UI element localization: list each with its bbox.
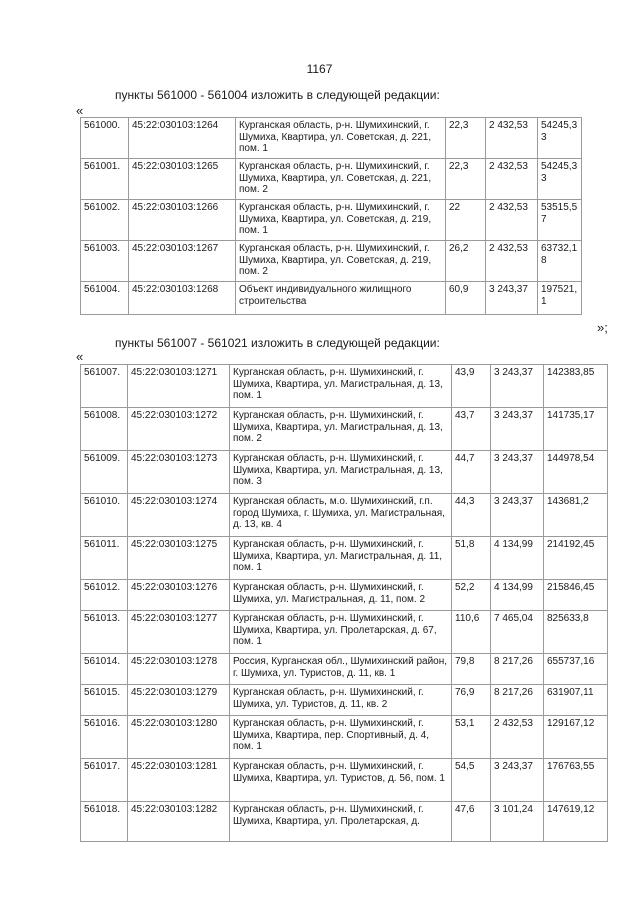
value-cell: 144978,54 [544,451,608,494]
cadastral-number-cell: 45:22:030103:1276 [128,580,230,611]
cadastral-number-cell: 45:22:030103:1275 [128,537,230,580]
rate-cell: 2 432,53 [486,118,538,159]
area-cell: 110,6 [452,611,491,654]
area-cell: 26,2 [446,241,486,282]
cadastral-number-cell: 45:22:030103:1281 [128,759,230,802]
rate-cell: 3 243,37 [486,282,538,315]
area-cell: 22,3 [446,118,486,159]
rate-cell: 3 101,24 [491,802,544,842]
address-cell: Курганская область, р-н. Шумихинский, г. Шумиха, Квартира, ул. Советская, д. 219, пом. 2 [236,241,446,282]
row-number-cell: 561017. [81,759,128,802]
value-cell: 53515,57 [538,200,582,241]
table-row [81,759,608,802]
table-row [81,282,582,315]
area-cell: 47,6 [452,802,491,842]
value-cell: 825633,8 [544,611,608,654]
row-number-cell: 561010. [81,494,128,537]
address-cell: Курганская область, р-н. Шумихинский, г. Шумиха, ул. Магистральная, д. 11, пом. 2 [230,580,452,611]
area-cell: 44,7 [452,451,491,494]
rate-cell: 3 243,37 [491,365,544,408]
address-cell: Курганская область, р-н. Шумихинский, г. Шумиха, Квартира, пер. Спортивный, д. 4, пом. 1 [230,716,452,759]
address-cell: Курганская область, р-н. Шумихинский, г. Шумиха, Квартира, ул. Туристов, д. 56, пом. 1 [230,759,452,802]
cadastral-number-cell: 45:22:030103:1265 [129,159,236,200]
section-1-open-quote: « [76,103,84,118]
table-row [81,580,608,611]
address-cell: Объект индивидуального жилищного строительства [236,282,446,315]
cadastral-number-cell: 45:22:030103:1268 [129,282,236,315]
table-row [81,451,608,494]
rate-cell: 2 432,53 [486,241,538,282]
address-cell: Курганская область, р-н. Шумихинский, г. Шумиха, Квартира, ул. Советская, д. 221, пом. 2 [236,159,446,200]
row-number-cell: 561018. [81,802,128,842]
cadastral-number-cell: 45:22:030103:1274 [128,494,230,537]
row-number-cell: 561011. [81,537,128,580]
address-cell: Курганская область, р-н. Шумихинский, г. Шумиха, ул. Туристов, д. 11, кв. 2 [230,685,452,716]
section-1-intro: пункты 561000 - 561004 изложить в следующей редакции: [115,88,440,102]
value-cell: 655737,16 [544,654,608,685]
address-cell: Россия, Курганская обл., Шумихинский район, г. Шумиха, ул. Туристов, д. 11, кв. 1 [230,654,452,685]
rate-cell: 3 243,37 [491,759,544,802]
table-row [81,408,608,451]
row-number-cell: 561009. [81,451,128,494]
section-1-close-quote: »; [597,320,608,335]
row-number-cell: 561016. [81,716,128,759]
table-row [81,537,608,580]
address-cell: Курганская область, р-н. Шумихинский, г. Шумиха, Квартира, ул. Магистральная, д. 13, пом. 1 [230,365,452,408]
row-number-cell: 561004. [81,282,129,315]
row-number-cell: 561014. [81,654,128,685]
rate-cell: 3 243,37 [491,408,544,451]
value-cell: 215846,45 [544,580,608,611]
value-cell: 63732,18 [538,241,582,282]
area-cell: 51,8 [452,537,491,580]
address-cell: Курганская область, р-н. Шумихинский, г. Шумиха, Квартира, ул. Пролетарская, д. 67, пом. 1 [230,611,452,654]
table-row [81,685,608,716]
area-cell: 22 [446,200,486,241]
area-cell: 43,7 [452,408,491,451]
value-cell: 54245,33 [538,159,582,200]
rate-cell: 3 243,37 [491,494,544,537]
value-cell: 142383,85 [544,365,608,408]
area-cell: 54,5 [452,759,491,802]
table-row [81,118,582,159]
area-cell: 44,3 [452,494,491,537]
table-row [81,365,608,408]
value-cell: 129167,12 [544,716,608,759]
cadastral-number-cell: 45:22:030103:1272 [128,408,230,451]
rate-cell: 4 134,99 [491,580,544,611]
rate-cell: 8 217,26 [491,654,544,685]
area-cell: 60,9 [446,282,486,315]
page-number: 1167 [306,62,333,76]
cadastral-number-cell: 45:22:030103:1282 [128,802,230,842]
cadastral-number-cell: 45:22:030103:1273 [128,451,230,494]
row-number-cell: 561000. [81,118,129,159]
table-row [81,241,582,282]
cadastral-number-cell: 45:22:030103:1267 [129,241,236,282]
value-cell: 197521,1 [538,282,582,315]
row-number-cell: 561013. [81,611,128,654]
address-cell: Курганская область, р-н. Шумихинский, г. Шумиха, Квартира, ул. Советская, д. 219, пом. 1 [236,200,446,241]
row-number-cell: 561012. [81,580,128,611]
section-2-open-quote: « [76,349,84,364]
rate-cell: 4 134,99 [491,537,544,580]
address-cell: Курганская область, м.о. Шумихинский, г.п. город Шумиха, г. Шумиха, ул. Магистральная, д. 13, кв. 4 [230,494,452,537]
section-2-table [80,364,608,842]
address-cell: Курганская область, р-н. Шумихинский, г. Шумиха, Квартира, ул. Магистральная, д. 13, пом. 3 [230,451,452,494]
rate-cell: 7 465,04 [491,611,544,654]
section-2-intro: пункты 561007 - 561021 изложить в следующей редакции: [115,336,440,350]
value-cell: 54245,33 [538,118,582,159]
area-cell: 79,8 [452,654,491,685]
value-cell: 176763,55 [544,759,608,802]
value-cell: 143681,2 [544,494,608,537]
area-cell: 43,9 [452,365,491,408]
value-cell: 214192,45 [544,537,608,580]
area-cell: 76,9 [452,685,491,716]
cadastral-number-cell: 45:22:030103:1278 [128,654,230,685]
rate-cell: 2 432,53 [486,200,538,241]
table-row [81,654,608,685]
address-cell: Курганская область, р-н. Шумихинский, г. Шумиха, Квартира, ул. Пролетарская, д. [230,802,452,842]
table-row [81,611,608,654]
cadastral-number-cell: 45:22:030103:1279 [128,685,230,716]
row-number-cell: 561002. [81,200,129,241]
rate-cell: 2 432,53 [486,159,538,200]
value-cell: 141735,17 [544,408,608,451]
table-row [81,159,582,200]
area-cell: 53,1 [452,716,491,759]
value-cell: 631907,11 [544,685,608,716]
cadastral-number-cell: 45:22:030103:1277 [128,611,230,654]
rate-cell: 3 243,37 [491,451,544,494]
cadastral-number-cell: 45:22:030103:1280 [128,716,230,759]
section-1-table [80,117,582,315]
table-row [81,716,608,759]
cadastral-number-cell: 45:22:030103:1266 [129,200,236,241]
row-number-cell: 561015. [81,685,128,716]
row-number-cell: 561007. [81,365,128,408]
row-number-cell: 561008. [81,408,128,451]
address-cell: Курганская область, р-н. Шумихинский, г. Шумиха, Квартира, ул. Магистральная, д. 11, пом. 1 [230,537,452,580]
address-cell: Курганская область, р-н. Шумихинский, г. Шумиха, Квартира, ул. Советская, д. 221, пом. 1 [236,118,446,159]
rate-cell: 8 217,26 [491,685,544,716]
address-cell: Курганская область, р-н. Шумихинский, г. Шумиха, Квартира, ул. Магистральная, д. 13, пом. 2 [230,408,452,451]
table-row [81,802,608,842]
area-cell: 52,2 [452,580,491,611]
value-cell: 147619,12 [544,802,608,842]
table-row [81,200,582,241]
cadastral-number-cell: 45:22:030103:1271 [128,365,230,408]
row-number-cell: 561003. [81,241,129,282]
area-cell: 22,3 [446,159,486,200]
rate-cell: 2 432,53 [491,716,544,759]
cadastral-number-cell: 45:22:030103:1264 [129,118,236,159]
table-row [81,494,608,537]
row-number-cell: 561001. [81,159,129,200]
